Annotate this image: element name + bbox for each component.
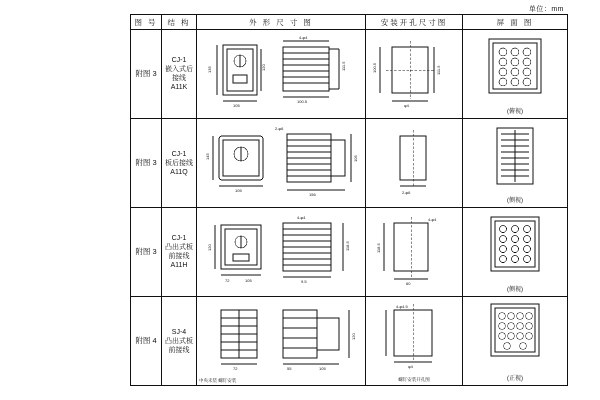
outline-drawing-1	[197, 31, 365, 117]
panel-drawing-4	[463, 298, 567, 384]
structure-text: 凸出式板前接线	[165, 337, 193, 354]
svg-text:120: 120	[261, 64, 266, 71]
svg-text:135: 135	[207, 66, 212, 73]
outline-drawing-2	[197, 120, 365, 206]
structure-sub: A11H	[170, 262, 188, 269]
mount-drawing-2	[366, 120, 462, 206]
structure-code: CJ-1	[171, 150, 187, 158]
cell-fig-no: 附图 4	[131, 297, 162, 386]
structure-text: 凸出式板前接线	[165, 244, 193, 260]
svg-text:4-φ4.5: 4-φ4.5	[396, 304, 408, 309]
cell-outline	[197, 297, 366, 386]
spec-table	[130, 14, 568, 386]
svg-text:2-φ6: 2-φ6	[402, 190, 411, 195]
cell-outline	[197, 119, 366, 208]
svg-text:4-φ4: 4-φ4	[297, 215, 306, 220]
table-header-row	[131, 15, 568, 30]
cell-outline	[197, 30, 366, 119]
panel-caption: (侧视)	[507, 198, 523, 204]
header-mount: 安装开孔尺寸图	[366, 15, 463, 30]
cell-fig-no: 附图 3	[131, 208, 162, 297]
svg-text:4-φ4: 4-φ4	[428, 217, 437, 222]
svg-text:120: 120	[207, 244, 212, 251]
mount-note: 螺钉安装开孔图	[398, 377, 430, 382]
svg-text:105: 105	[319, 366, 326, 371]
panel-caption: (正视)	[507, 376, 523, 382]
svg-text:145: 145	[205, 153, 210, 160]
structure-code: SJ-4	[171, 328, 187, 336]
cell-fig-no: 附图 3	[131, 119, 162, 208]
panel-drawing-2	[463, 120, 567, 206]
svg-text:105: 105	[245, 278, 252, 283]
cell-structure	[162, 208, 197, 297]
outline-note: 中央未装 螺钉安装	[199, 378, 237, 383]
mount-drawing-4	[366, 298, 462, 384]
svg-text:55: 55	[287, 366, 292, 371]
structure-sub: A11K	[170, 84, 188, 91]
mount-drawing-3	[366, 209, 462, 295]
svg-text:111.5: 111.5	[436, 65, 441, 75]
structure-code: CJ-1	[171, 235, 187, 242]
svg-text:9.5: 9.5	[301, 279, 307, 284]
table-row	[131, 208, 568, 297]
svg-text:100.5: 100.5	[372, 62, 377, 73]
svg-text:105: 105	[233, 103, 240, 108]
svg-text:118.5: 118.5	[345, 241, 350, 251]
unit-note: 单位：mm	[528, 6, 564, 13]
cell-panel	[463, 297, 568, 386]
structure-code: CJ-1	[171, 57, 187, 64]
svg-text:105: 105	[235, 188, 242, 193]
svg-text:2-φ6: 2-φ6	[275, 126, 284, 131]
header-panel: 屏 面 图	[463, 15, 568, 30]
header-fig-no: 图 号	[131, 15, 162, 30]
svg-text:72: 72	[233, 366, 238, 371]
header-structure: 结 构	[162, 15, 197, 30]
cell-panel	[463, 119, 568, 208]
svg-text:4-φ4: 4-φ4	[299, 35, 308, 40]
table-row	[131, 297, 568, 386]
structure-text: 嵌入式后接线	[165, 66, 193, 82]
svg-text:100.5: 100.5	[297, 99, 308, 104]
header-outline: 外 形 尺 寸 图	[197, 15, 366, 30]
svg-text:111.5: 111.5	[341, 61, 346, 71]
cell-mount	[366, 208, 463, 297]
cell-panel	[463, 30, 568, 119]
svg-text:118.5: 118.5	[376, 243, 381, 253]
table-row	[131, 119, 568, 208]
table-header	[131, 15, 568, 30]
panel-drawing-3	[463, 209, 567, 295]
panel-caption: (侧视)	[507, 287, 523, 293]
cell-structure	[162, 30, 197, 119]
structure-sub: A11Q	[170, 168, 188, 176]
outline-drawing-3	[197, 209, 365, 295]
cell-mount	[366, 119, 463, 208]
cell-mount	[366, 30, 463, 119]
svg-text:105: 105	[353, 155, 358, 162]
table-row	[131, 30, 568, 119]
svg-text:72: 72	[225, 278, 230, 283]
mount-drawing-1	[366, 31, 462, 117]
cell-fig-no: 附图 3	[131, 30, 162, 119]
svg-text:60: 60	[406, 281, 411, 286]
svg-text:φ4: φ4	[404, 103, 409, 108]
table-body	[131, 30, 568, 386]
panel-caption: (俯视)	[507, 109, 523, 115]
cell-mount	[366, 297, 463, 386]
cell-structure	[162, 297, 197, 386]
panel-drawing-1	[463, 31, 567, 117]
cell-panel	[463, 208, 568, 297]
svg-text:120: 120	[351, 333, 356, 340]
svg-text:156: 156	[309, 192, 316, 197]
structure-text: 板后接线	[165, 159, 193, 167]
cell-structure	[162, 119, 197, 208]
cell-outline	[197, 208, 366, 297]
outline-drawing-4	[197, 298, 365, 384]
svg-text:φ4: φ4	[408, 364, 413, 369]
